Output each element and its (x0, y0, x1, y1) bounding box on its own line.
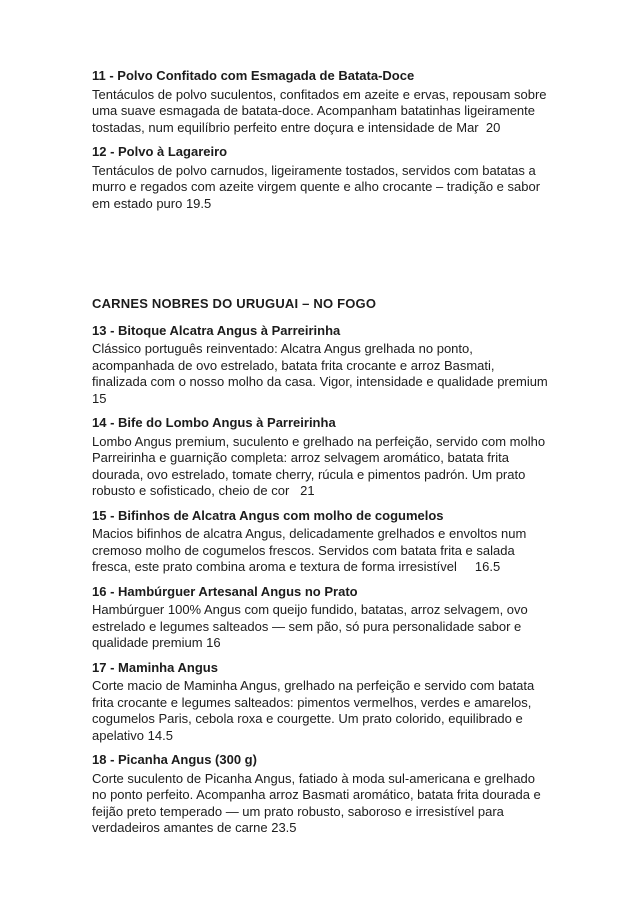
menu-item (92, 752, 548, 837)
menu-item-title: 14 - Bife do Lombo Angus à Parreirinha (92, 415, 336, 430)
menu-item-description: Tentáculos de polvo carnudos, ligeiramente tostados, servidos com batatas a murro e regados com azeite virgem quente e alho crocante – tradição e sabor em estado puro 19.5 (92, 162, 544, 211)
menu-item (92, 68, 551, 136)
menu-item-description: Hambúrguer 100% Angus com queijo fundido, batatas, arroz selvagem, ovo estrelado e legumes salteados — sem pão, só pura personalidade sabor e qualidade premium 16 (92, 602, 532, 650)
menu-item-description: Tentáculos de polvo suculentos, confitados em azeite e ervas, repousam sobre uma suave esmagada de batata-doce. Acompanham batatinhas ligeiramente tostadas, num equilíbrio perfeito entre doçura e intensidade de Mar 20 (92, 86, 551, 135)
menu-item (92, 508, 548, 576)
menu-item-title: 18 - Picanha Angus (300 g) (92, 752, 257, 767)
menu-item (92, 660, 548, 745)
menu-item (92, 144, 548, 212)
menu-item-title: 16 - Hambúrguer Artesanal Angus no Prato (92, 583, 358, 599)
menu-item-title: 11 - Polvo Confitado com Esmagada de Batata-Doce (92, 68, 415, 83)
menu-item (92, 322, 559, 408)
menu-item (92, 415, 548, 500)
menu-item-title: 17 - Maminha Angus (92, 659, 218, 675)
menu-item-title: 15 - Bifinhos de Alcatra Angus com molho de cogumelos (92, 507, 444, 523)
menu-item (92, 584, 548, 652)
menu-item-description: Clássico português reinventado: Alcatra Angus grelhada no ponto, acompanhada de ovo estrelado, batata frita crocante e arroz Basmati, finalizada com o nosso molho da casa. Vigor, intensidade e qualidade premium 15 (92, 341, 559, 406)
menu-item-description: Macios bifinhos de alcatra Angus, delicadamente grelhados e envoltos num cremoso molho de cogumelos frescos. Servidos com batata frita e salada fresca, este prato combina aroma e textura de forma irresistível 16.5 (92, 526, 530, 574)
section-header: CARNES NOBRES DO URUGUAI – NO FOGO (92, 296, 377, 311)
menu-item-description: Corte macio de Maminha Angus, grelhado na perfeição e servido com batata frita crocante e legumes salteados: pimentos vermelhos, verdes e amarelos, cogumelos Paris, cebola roxa e courgette. Um prato colorido, equilibrado e apelativo 14.5 (92, 678, 538, 743)
menu-item-title: 12 - Polvo à Lagareiro (92, 144, 228, 159)
menu-item-title: 13 - Bitoque Alcatra Angus à Parreirinha (92, 322, 341, 338)
menu-item-description: Lombo Angus premium, suculento e grelhado na perfeição, servido com molho Parreirinha e guarnição completa: arroz selvagem aromático, batata frita dourada, ovo estrelado, tomate cherry, rúcula e pimentos padrón. Um prato robusto e sofisticado, cheio de cor 21 (92, 433, 549, 498)
menu-item-description: Corte suculento de Picanha Angus, fatiado à moda sul-americana e grelhado no ponto perfeito. Acompanha arroz Basmati aromático, batata frita dourada e feijão preto temperado — um prato robusto, saboroso e irresistível para verdadeiros amantes de carne 23.5 (92, 770, 545, 835)
